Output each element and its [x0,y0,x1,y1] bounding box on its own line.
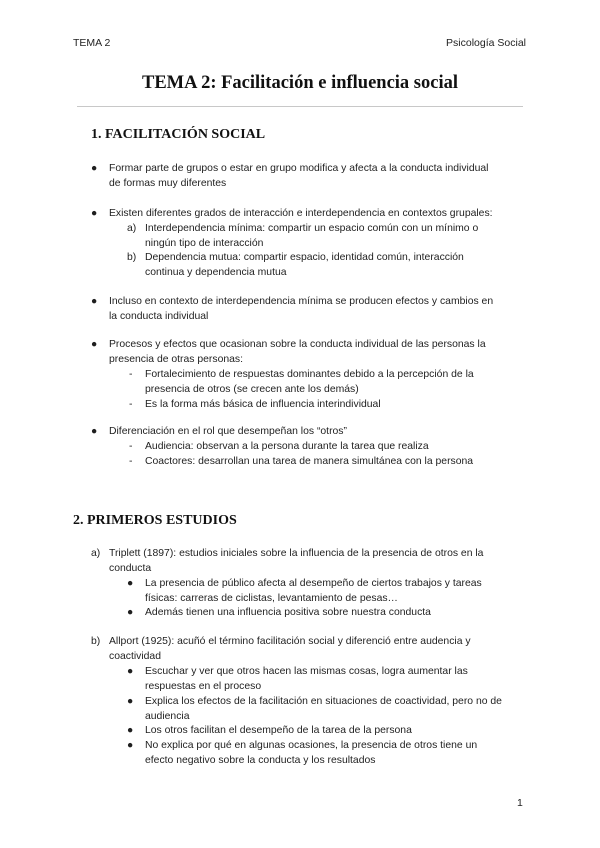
bullet-icon: ● [127,725,134,736]
list-item-line: Triplett (1897): estudios iniciales sobre la influencia de la presencia de otros en la [109,548,484,559]
sub-item-line: Coactores: desarrollan una tarea de manera simultánea con la persona [145,456,474,467]
list-item-line: de formas muy diferentes [109,178,227,189]
bullet-icon: ● [127,696,134,707]
header-left: TEMA 2 [73,37,111,49]
sub-item-marker: - [129,441,133,452]
sub-item-line: físicas: carreras de ciclistas, levantamiento de pesas… [145,593,398,604]
sub-item-line: continua y dependencia mutua [145,267,287,278]
bullet-icon: ● [91,426,98,437]
sub-item-line: ningún tipo de interacción [145,238,264,249]
bullet-icon: ● [91,339,98,350]
sub-item-marker: b) [127,252,137,263]
list-item-line: Incluso en contexto de interdependencia mínima se producen efectos y cambios en [109,296,494,307]
list-item-line: coactividad [109,651,161,662]
sub-item-line: audiencia [145,711,190,722]
list-item-line: la conducta individual [109,311,209,322]
sub-item-line: Interdependencia mínima: compartir un espacio común con un mínimo o [145,223,479,234]
sub-item-line: Además tienen una influencia positiva sobre nuestra conducta [145,607,431,618]
sub-item-line: Escuchar y ver que otros hacen las mismas cosas, logra aumentar las [145,666,468,677]
bullet-icon: ● [127,740,134,751]
sub-item-line: Es la forma más básica de influencia interindividual [145,399,381,410]
header-right: Psicología Social [446,37,526,49]
bullet-icon: ● [91,208,98,219]
sub-item-line: La presencia de público afecta al desempeño de ciertos trabajos y tareas [145,578,482,589]
bullet-icon: ● [91,163,98,174]
list-item-line: Formar parte de grupos o estar en grupo modifica y afecta a la conducta individual [109,163,489,174]
section-2-heading: 2. PRIMEROS ESTUDIOS [73,513,237,528]
sub-item-line: Audiencia: observan a la persona durante la tarea que realiza [145,441,429,452]
bullet-icon: ● [127,666,134,677]
list-item-line: conducta [109,563,152,574]
list-item-line: Procesos y efectos que ocasionan sobre la conducta individual de las personas la [109,339,486,350]
page-title: TEMA 2: Facilitación e influencia social [141,73,459,93]
sub-item-line: Explica los efectos de la facilitación en situaciones de coactividad, pero no de [145,696,502,707]
sub-item-line: Fortalecimiento de respuestas dominantes debido a la percepción de la [145,369,474,380]
list-item-line: presencia de otras personas: [109,354,244,365]
sub-item-marker: - [129,456,133,467]
list-item-marker: a) [91,548,101,559]
bullet-icon: ● [127,578,134,589]
list-item-line: Existen diferentes grados de interacción e interdependencia en contextos grupales: [109,208,493,219]
sub-item-marker: - [129,369,133,380]
list-item-marker: b) [91,636,101,647]
sub-item-line: efecto negativo sobre la conducta y los resultados [145,755,376,766]
sub-item-line: Los otros facilitan el desempeño de la tarea de la persona [145,725,412,736]
page-number: 1 [517,797,523,809]
bullet-icon: ● [127,607,134,618]
sub-item-marker: a) [127,223,137,234]
sub-item-line: No explica por qué en algunas ocasiones, la presencia de otros tiene un [145,740,478,751]
section-1-heading: 1. FACILITACIÓN SOCIAL [91,127,266,142]
list-item-line: Diferenciación en el rol que desempeñan los “otros” [109,426,347,437]
list-item-line: Allport (1925): acuñó el término facilitación social y diferenció entre audencia y [109,636,471,647]
bullet-icon: ● [91,296,98,307]
sub-item-line: Dependencia mutua: compartir espacio, identidad común, interacción [145,252,464,263]
sub-item-line: respuestas en el proceso [145,681,262,692]
sub-item-line: presencia de otros (se crecen ante los demás) [145,384,359,395]
sub-item-marker: - [129,399,133,410]
title-divider [77,106,523,107]
